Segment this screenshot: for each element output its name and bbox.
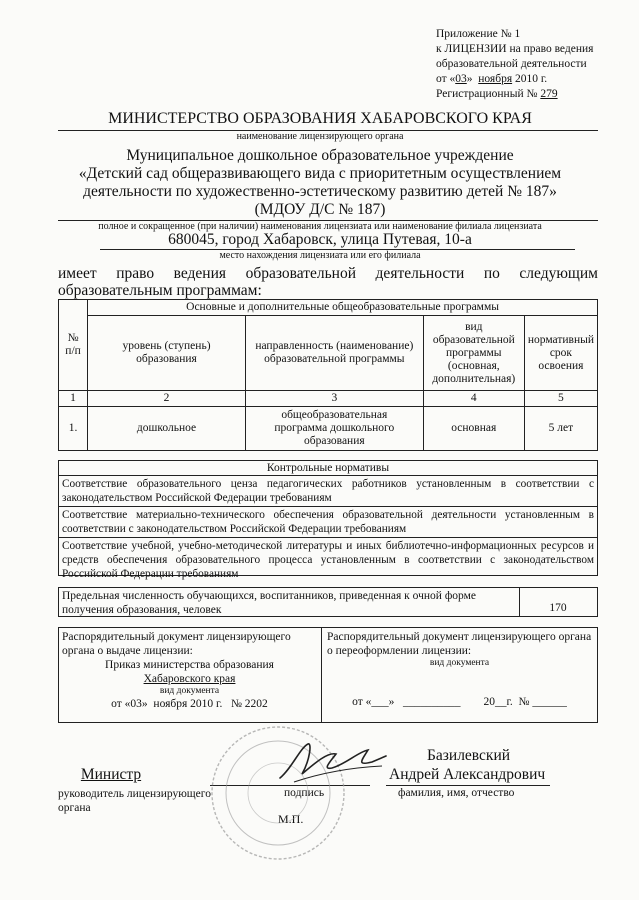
signatory-full-name: Андрей Александрович xyxy=(389,766,546,783)
norms-header: Контрольные нормативы xyxy=(266,462,390,474)
table-row xyxy=(59,407,598,451)
appendix-date: от «03» ноября 2010 г. xyxy=(436,73,548,85)
capacity-box xyxy=(58,587,598,617)
signatory-position: Министр xyxy=(80,766,142,783)
appendix-line-2: к ЛИЦЕНЗИИ на право ведения xyxy=(436,43,594,55)
intro-line-1: имеет право ведения образовательной деятельности по следующим xyxy=(58,265,598,282)
location-caption: место нахождения лицензиата или его филиала xyxy=(219,250,421,261)
reissue-doc-date: от «___» __________ 20__г. № ______ xyxy=(352,696,567,708)
programs-table xyxy=(58,299,598,451)
norms-box xyxy=(58,460,598,580)
col-term-header: нормативный срок освоения xyxy=(524,316,597,391)
col-level-header: уровень (ступень) образования xyxy=(88,316,246,391)
norm-item: Соответствие учебной, учебно-методической литературы и иных библиотечно-информационных ресурсов и средств обеспечения образовательного процесса установленным в соответствии с законодательством Российской Федерации требованиям xyxy=(59,537,597,582)
index-cell: 2 xyxy=(88,391,246,407)
licensee-line-4: (МДОУ Д/С № 187) xyxy=(254,201,386,218)
capacity-value: 170 xyxy=(549,602,567,614)
issue-doc-caption: вид документа xyxy=(159,686,220,696)
row-direction: общеобразовательная программа дошкольного образования xyxy=(245,407,423,451)
col-direction-header: направленность (наименование) образовательной программы xyxy=(245,316,423,391)
licensee-address: 680045, город Хабаровск, улица Путевая, 10-а xyxy=(168,231,472,248)
licensee-line-1: Муниципальное дошкольное образовательное учреждение xyxy=(126,147,514,164)
appendix-line-1: Приложение № 1 xyxy=(436,28,521,40)
appendix-reg-number: 279 xyxy=(540,88,558,100)
licensee-line-2: «Детский сад общеразвивающего вида с приоритетным осуществлением xyxy=(78,165,562,182)
issue-doc-date: от «03» ноября 2010 г. № 2202 xyxy=(111,698,268,710)
col-num-header: № п/п xyxy=(59,300,88,391)
signatory-surname: Базилевский xyxy=(427,747,511,764)
ministry-caption: наименование лицензирующего органа xyxy=(236,131,404,142)
index-cell: 3 xyxy=(245,391,423,407)
issue-doc-title: Распорядительный документ лицензирующего органа о выдаче лицензии: xyxy=(62,631,291,657)
capacity-label: Предельная численность обучающихся, воспитанников, приведенная к очной форме получения образования, человек xyxy=(62,590,476,616)
seal-mark: М.П. xyxy=(278,812,304,826)
reissue-doc xyxy=(327,630,592,709)
issue-doc xyxy=(62,630,317,711)
handwritten-signature xyxy=(272,738,392,788)
licensee-name xyxy=(40,147,600,219)
documents-box xyxy=(58,627,598,723)
row-term: 5 лет xyxy=(524,407,597,451)
reissue-doc-title: Распорядительный документ лицензирующего органа о переоформлении лицензии: xyxy=(327,631,592,657)
licensee-line-3: деятельности по художественно-эстетическому развитию детей № 187» xyxy=(83,183,557,200)
row-level: дошкольное xyxy=(88,407,246,451)
col-type-header: вид образовательной программы (основная, дополнительная) xyxy=(423,316,524,391)
intro-line-2: образовательным программам: xyxy=(58,282,262,299)
index-cell: 5 xyxy=(524,391,597,407)
appendix-date-month: ноября xyxy=(478,73,513,85)
appendix-block xyxy=(436,27,636,102)
group-header: Основные и дополнительные общеобразовательные программы xyxy=(88,300,598,316)
issue-doc-order-1: Приказ министерства образования xyxy=(105,659,274,671)
row-num: 1. xyxy=(59,407,88,451)
norm-item: Соответствие образовательного ценза педагогических работников установленным в соответствии с законодательством Российской Федерации требованиям xyxy=(59,475,597,506)
ministry-title: МИНИСТЕРСТВО ОБРАЗОВАНИЯ ХАБАРОВСКОГО КРАЯ xyxy=(108,110,532,127)
licensee-caption: полное и сокращенное (при наличии) наименования лицензиата или наименование филиала лицензиата xyxy=(98,221,542,232)
row-type: основная xyxy=(423,407,524,451)
name-caption: фамилия, имя, отчество xyxy=(398,787,515,799)
position-caption: руководитель лицензирующего органа xyxy=(58,788,211,814)
reissue-doc-caption: вид документа xyxy=(429,658,490,668)
issue-doc-order-2: Хабаровского края xyxy=(143,673,236,685)
index-cell: 4 xyxy=(423,391,524,407)
index-cell: 1 xyxy=(59,391,88,407)
appendix-reg: Регистрационный № 279 xyxy=(436,88,558,100)
appendix-date-day: 03 xyxy=(455,73,467,85)
signature-caption: подпись xyxy=(284,787,325,799)
norm-item: Соответствие материально-технического обеспечения образовательной деятельности установленным в соответствии с законодательством Российской Федерации требованиям xyxy=(59,506,597,537)
appendix-line-3: образовательной деятельности xyxy=(436,58,587,70)
